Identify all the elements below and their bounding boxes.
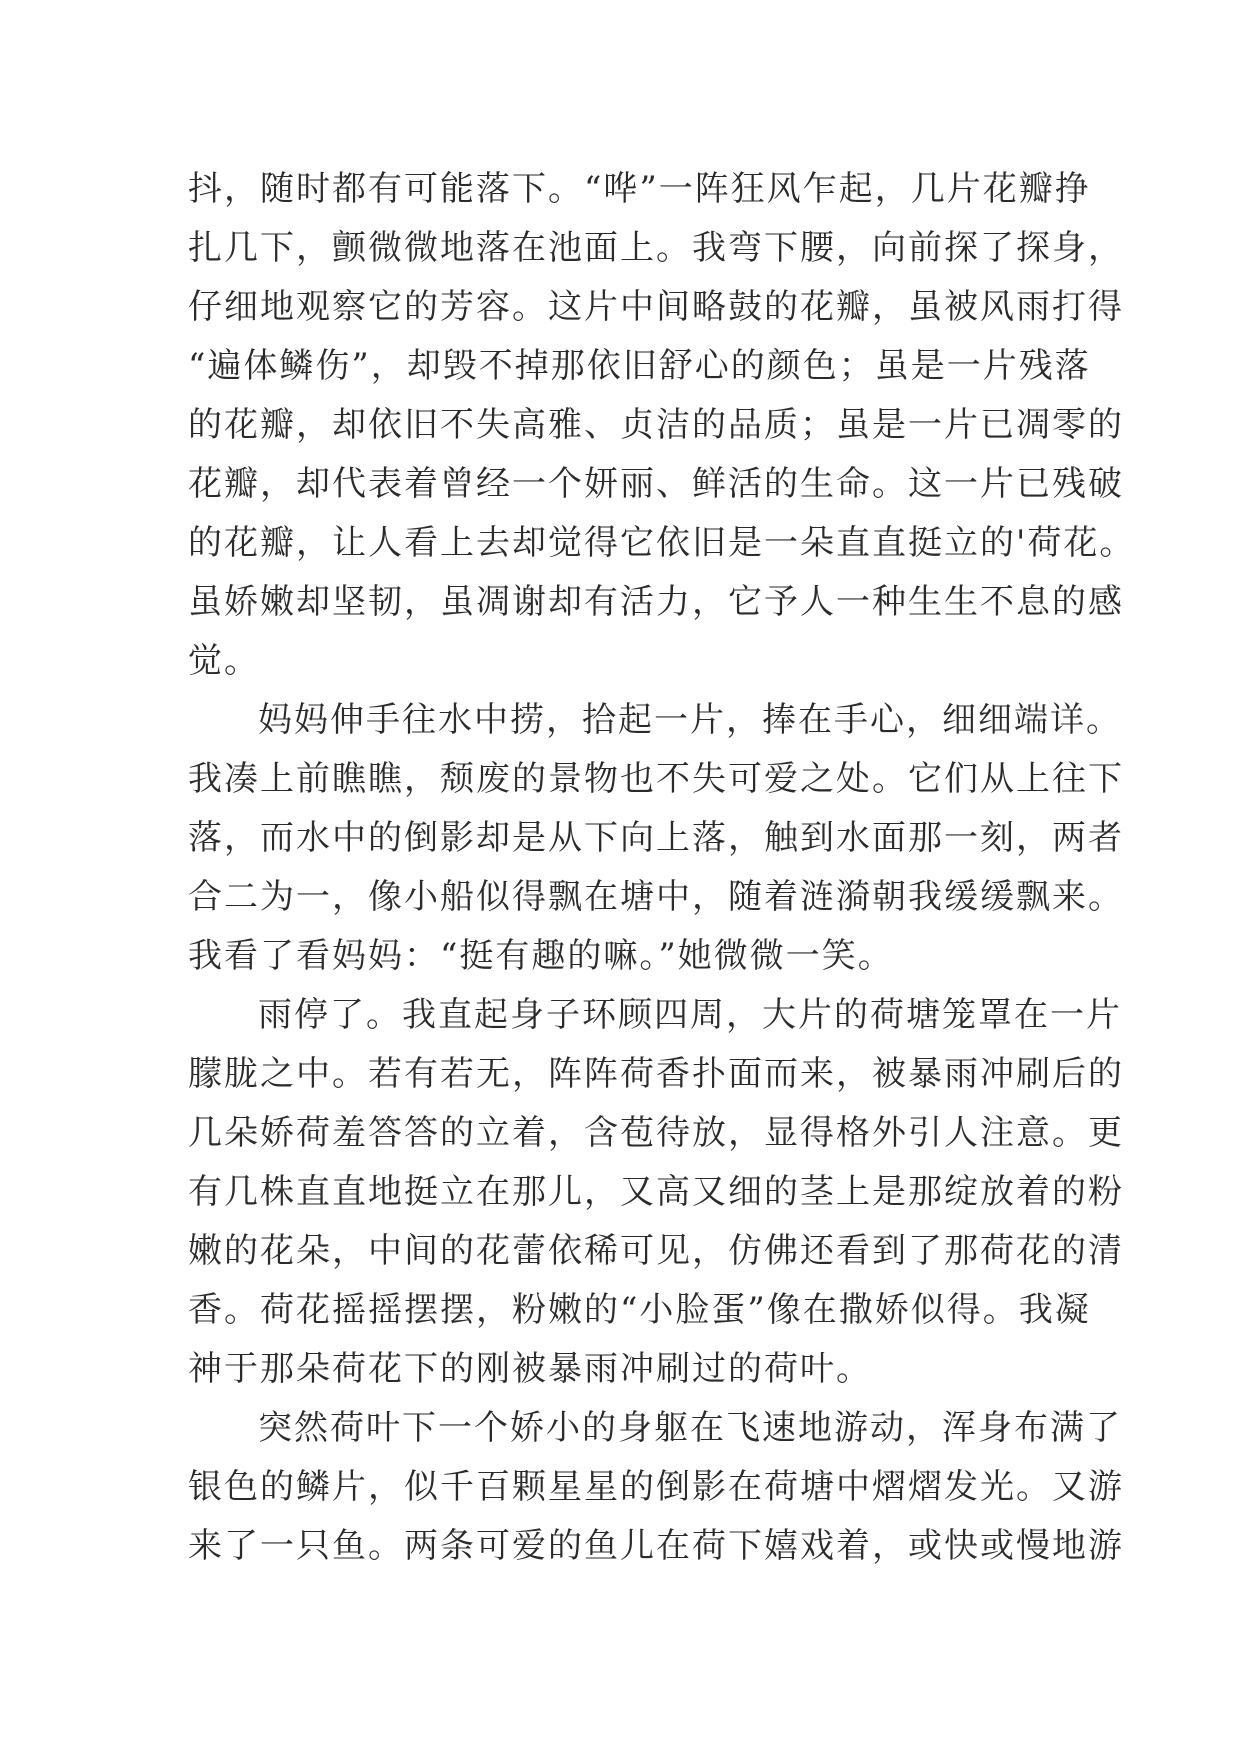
text-line: 仔细地观察它的芳容。这片中间略鼓的花瓣，虽被风雨打得 (188, 287, 1124, 327)
text-line: 我看了看妈妈：“挺有趣的嘛。”她微微一笑。 (188, 936, 894, 976)
text-line: 花瓣，却代表着曾经一个妍丽、鲜活的生命。这一片已残破 (188, 464, 1124, 504)
text-line: 朦胧之中。若有若无，阵阵荷香扑面而来，被暴雨冲刷后的 (188, 1054, 1124, 1094)
text-line: “遍体鳞伤”，却毁不掉那依旧舒心的颜色；虽是一片残落 (188, 346, 1091, 386)
text-line: 的花瓣，让人看上去却觉得它依旧是一朵直直挺立的'荷花。 (188, 523, 1136, 563)
paragraph-start-line: 雨停了。我直起身子环顾四周，大片的荷塘笼罩在一片 (258, 995, 1122, 1035)
text-line: 觉。 (188, 641, 260, 681)
text-line: 香。荷花摇摇摆摆，粉嫩的“小脸蛋”像在撒娇似得。我凝 (188, 1290, 1091, 1330)
text-line: 神于那朵荷花下的刚被暴雨冲刷过的荷叶。 (188, 1349, 872, 1389)
text-line: 我凑上前瞧瞧，颓废的景物也不失可爱之处。它们从上往下 (188, 759, 1124, 799)
text-line: 几朵娇荷羞答答的立着，含苞待放，显得格外引人注意。更 (188, 1113, 1124, 1153)
text-line: 银色的鳞片，似千百颗星星的倒影在荷塘中熠熠发光。又游 (188, 1467, 1124, 1507)
text-line: 来了一只鱼。两条可爱的鱼儿在荷下嬉戏着，或快或慢地游 (188, 1526, 1124, 1566)
text-line: 有几株直直地挺立在那儿，又高又细的茎上是那绽放着的粉 (188, 1172, 1124, 1212)
text-line: 扎几下，颤微微地落在池面上。我弯下腰，向前探了探身， (188, 228, 1124, 268)
paragraph-start-line: 妈妈伸手往水中捞，拾起一片，捧在手心，细细端详。 (258, 700, 1122, 740)
text-line: 虽娇嫩却坚韧，虽凋谢却有活力，它予人一种生生不息的感 (188, 582, 1124, 622)
text-line: 的花瓣，却依旧不失高雅、贞洁的品质；虽是一片已凋零的 (188, 405, 1124, 445)
text-line: 抖，随时都有可能落下。“哗”一阵狂风乍起，几片花瓣挣 (188, 169, 1091, 209)
text-line: 嫩的花朵，中间的花蕾依稀可见，仿佛还看到了那荷花的清 (188, 1231, 1124, 1271)
text-line: 合二为一，像小船似得飘在塘中，随着涟漪朝我缓缓飘来。 (188, 877, 1124, 917)
paragraph-start-line: 突然荷叶下一个娇小的身躯在飞速地游动，浑身布满了 (258, 1408, 1122, 1448)
body-text (188, 160, 1136, 1576)
text-line: 落，而水中的倒影却是从下向上落，触到水面那一刻，两者 (188, 818, 1124, 858)
